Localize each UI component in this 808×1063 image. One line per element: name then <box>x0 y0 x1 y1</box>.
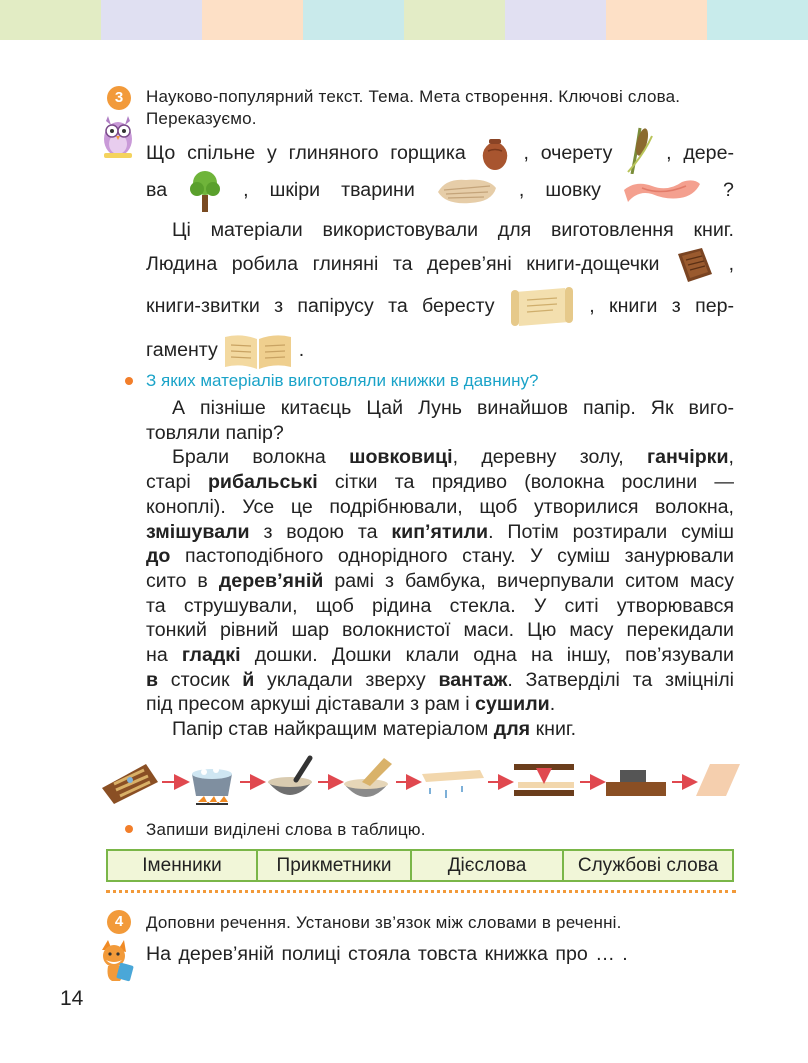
header-color-stripe <box>606 0 707 40</box>
highlighted-word: для <box>493 718 531 741</box>
task-instruction <box>146 86 680 130</box>
instruction-line: Науково-популярний текст. Тема. Мета створення. Ключові слова. <box>146 87 681 106</box>
highlighted-word: рибальські <box>207 471 318 494</box>
highlighted-word: сушили <box>475 693 550 716</box>
text-line <box>146 284 734 328</box>
text-line <box>146 668 734 693</box>
highlighted-word: вантаж <box>438 668 508 691</box>
header-color-band <box>0 0 808 40</box>
text-line <box>146 717 734 742</box>
instruction-line: Переказуємо. <box>146 109 257 128</box>
table-row <box>107 850 733 881</box>
table-header-cell: Іменники <box>107 850 257 881</box>
boiling-pot-step-icon <box>192 767 232 804</box>
text-fragment: Папір став найкращим матеріалом <box>172 718 494 741</box>
silk-cloth-icon <box>622 176 702 206</box>
header-color-stripe <box>101 0 202 40</box>
text-fragment: Що спільне у глиняного горщика <box>146 142 466 165</box>
text-fragment: , очерету <box>523 142 613 165</box>
text-line <box>146 134 734 168</box>
wooden-tablet-book-icon <box>674 246 714 284</box>
text-fragment: з водою та <box>249 520 392 543</box>
text-line <box>146 445 734 470</box>
highlighted-word: гладкі <box>181 644 241 667</box>
task-number-badge: 3 <box>107 86 131 110</box>
header-color-stripe <box>0 0 101 40</box>
mortar-step-icon <box>268 758 312 795</box>
text-fragment: . Затверділі та зміцнілі <box>507 668 734 691</box>
text-line <box>146 168 734 212</box>
highlighted-word: змішували <box>146 520 250 543</box>
table-header-cell: Службові слова <box>563 850 733 881</box>
parchment-book-icon <box>223 331 293 371</box>
text-line <box>146 643 734 668</box>
bullet-marker <box>125 377 133 385</box>
highlighted-word: ганчірки <box>647 446 729 469</box>
fiber-bundle-step-icon <box>102 764 158 804</box>
highlighted-word: дерев’яній <box>218 569 324 592</box>
text-fragment: старі <box>146 471 208 494</box>
paper-sheet-step-icon <box>696 764 740 796</box>
reed-icon <box>624 124 654 174</box>
tree-icon <box>188 169 222 213</box>
header-color-stripe <box>505 0 606 40</box>
text-fragment: , <box>728 253 735 275</box>
pressing-boards-step-icon <box>514 764 574 796</box>
materials-paragraph <box>146 216 734 372</box>
table-header-cell: Прикметники <box>257 850 411 881</box>
intro-question-paragraph <box>146 134 734 212</box>
text-line: тонкий рівний шар волокнистої маси. Цю масу перекидали <box>146 619 734 642</box>
sentence-to-complete <box>146 940 734 968</box>
text-fragment: , шкіри тварини <box>243 179 415 201</box>
text-line: А пізніше китаєць Цай Лунь винайшов папір. Як виго- <box>172 397 734 419</box>
text-fragment: , деревну золу, <box>452 446 647 469</box>
text-fragment: . <box>549 693 556 716</box>
text-line <box>146 569 734 594</box>
text-fragment: на <box>146 644 182 667</box>
animal-hide-icon <box>436 176 498 206</box>
text-fragment: дошки. Дошки клали одна на іншу, пов’язували <box>240 644 734 667</box>
highlighted-word: кип’ятили <box>391 520 489 543</box>
weight-press-step-icon <box>606 770 666 796</box>
text-fragment: книг. <box>530 718 577 741</box>
highlighted-word: в <box>146 668 159 691</box>
papyrus-scroll-icon <box>509 286 575 328</box>
papermaking-process-illustration <box>100 752 740 812</box>
text-fragment: стосик <box>158 668 243 691</box>
text-line <box>146 470 734 495</box>
table-header-cell: Дієслова <box>411 850 563 881</box>
clay-pot-icon <box>478 137 512 171</box>
text-fragment: сито в <box>146 569 219 592</box>
highlighted-word: до <box>146 545 171 568</box>
header-color-stripe <box>303 0 404 40</box>
text-fragment: укладали зверху <box>254 668 439 691</box>
text-line <box>146 692 734 717</box>
write-task-instruction: Запиши виділені слова в таблицю. <box>146 820 426 839</box>
text-line <box>146 544 734 569</box>
text-fragment: гаменту <box>146 339 218 361</box>
question-text: З яких матеріалів виготовляли книжки в давнину? <box>146 371 539 390</box>
dotted-divider <box>106 890 736 893</box>
fox-mascot-icon <box>96 938 138 982</box>
text-fragment: під пресом аркуші діставали з рам і <box>146 693 476 716</box>
text-line <box>146 520 734 545</box>
text-line: коноплі). Усе це подрібнювали, щоб утворилися волокна, <box>146 495 734 518</box>
text-fragment: рамі з бамбука, вичерпували ситом масу <box>323 569 734 592</box>
text-fragment: книги-звитки з папірусу та бересту <box>146 295 495 317</box>
task-instruction: Доповни речення. Установи зв’язок між словами в реченні. <box>146 913 622 932</box>
text-line <box>146 328 734 372</box>
text-fragment: , <box>728 446 734 469</box>
paper-history-paragraph <box>146 396 734 742</box>
text-fragment: , книги з пер- <box>589 295 735 317</box>
text-line: товляли папір? <box>146 421 284 444</box>
text-line: та струшували, щоб рідина стекла. У ситі утворювався <box>146 594 734 617</box>
highlighted-word: й <box>242 668 255 691</box>
page-number: 14 <box>60 987 84 1010</box>
header-color-stripe <box>707 0 808 40</box>
text-fragment: Людина робила глиняні та дерев’яні книги-дощечки <box>146 253 660 275</box>
draining-sieve-step-icon <box>422 770 484 798</box>
text-fragment: пастоподібного однорідного стану. У суміш занурювали <box>170 545 734 568</box>
text-fragment: , шовку <box>518 179 601 201</box>
header-color-stripe <box>404 0 505 40</box>
text-fragment: , дере- <box>666 142 734 165</box>
bullet-marker <box>125 825 133 833</box>
text-line <box>146 244 734 284</box>
text-line: Ці матеріали використовували для виготовлення книг. <box>172 219 734 241</box>
text-fragment: . <box>298 339 305 361</box>
text-fragment: ва <box>146 179 168 201</box>
text-line: На дерев’яній полиці стояла товста книжка про … . <box>146 943 628 965</box>
owl-mascot-icon <box>100 113 136 159</box>
text-fragment: сітки та прядиво (волокна рослини — <box>317 471 734 494</box>
sieve-bowl-step-icon <box>344 758 392 797</box>
word-classification-table <box>106 849 734 882</box>
text-fragment: . Потім розтирали суміш <box>488 520 734 543</box>
header-color-stripe <box>202 0 303 40</box>
task-number-badge: 4 <box>107 910 131 934</box>
text-fragment: ? <box>723 179 734 201</box>
text-fragment: Брали волокна <box>172 446 350 469</box>
highlighted-word: шовковиці <box>349 446 453 469</box>
